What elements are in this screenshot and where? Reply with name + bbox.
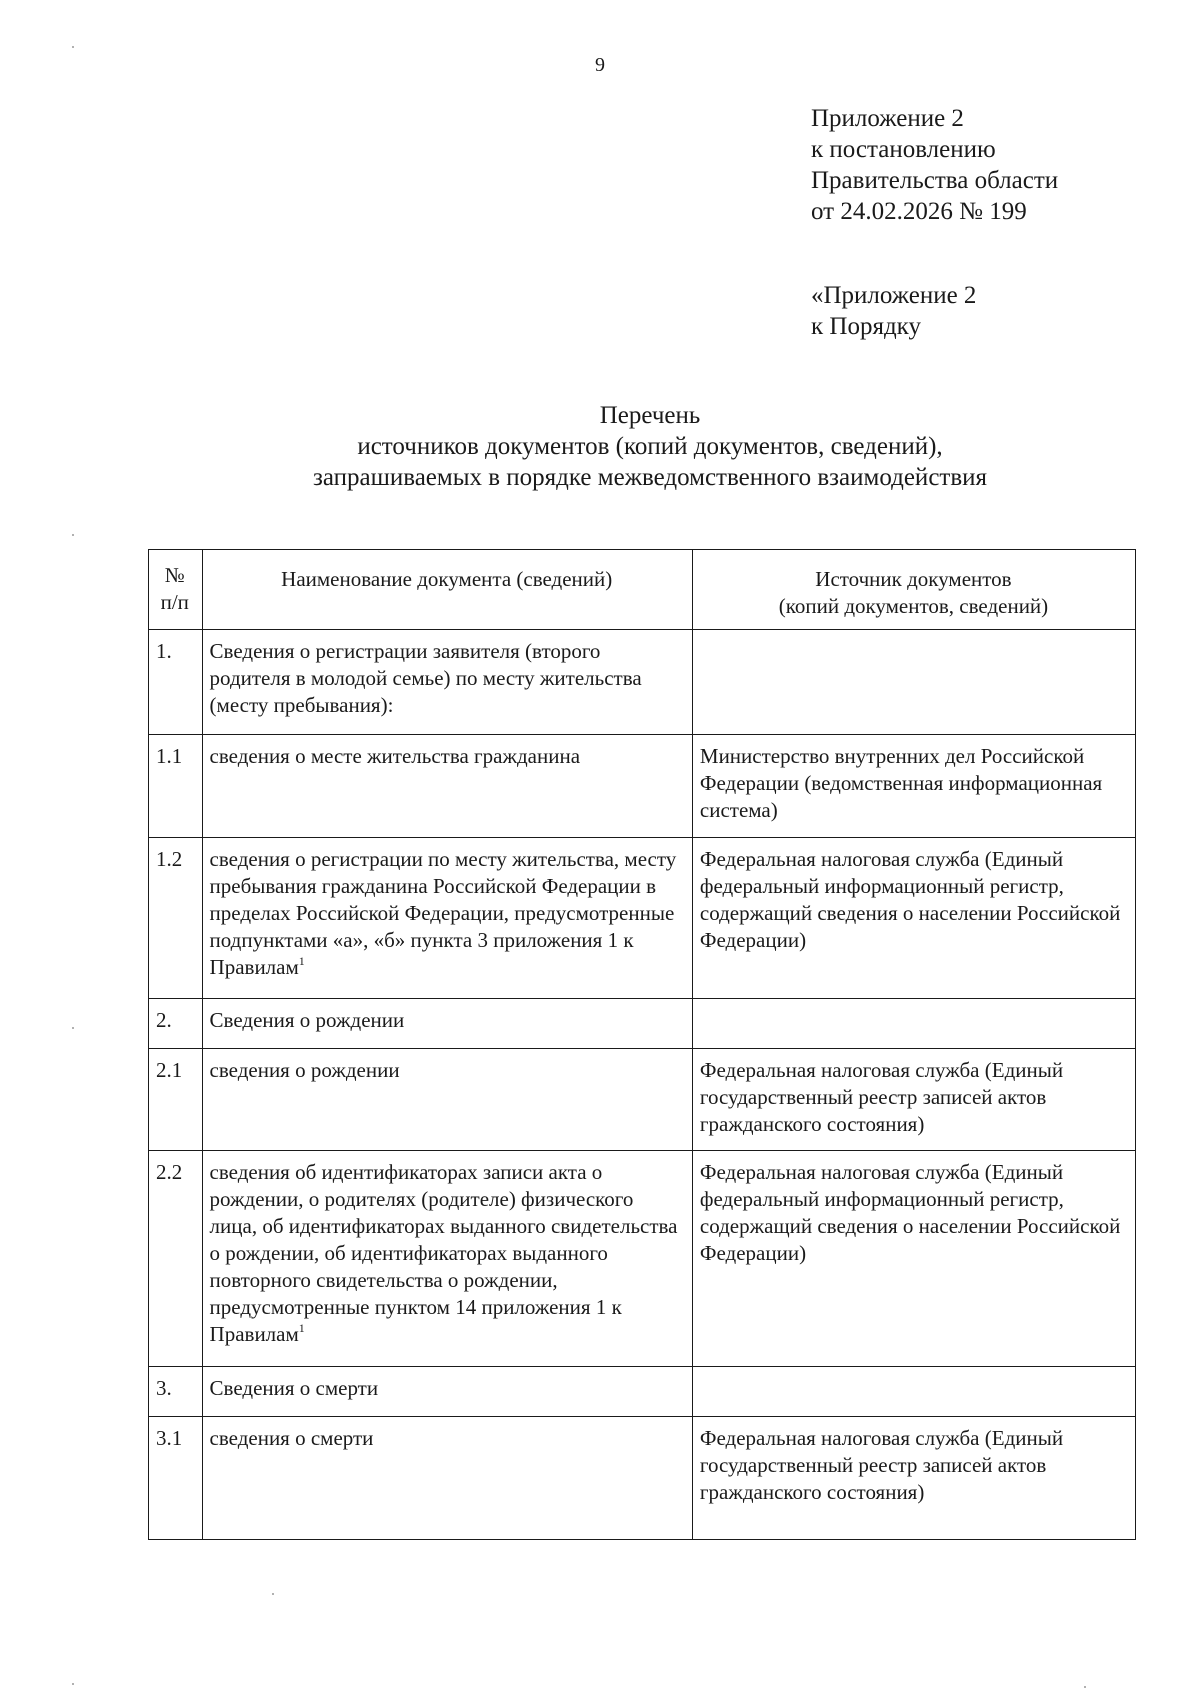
row-source [692, 630, 1135, 735]
table-row [149, 1417, 1136, 1540]
table-row [149, 735, 1136, 838]
appendix-order-line: к Порядку [811, 313, 921, 340]
header-source-line2: (копий документов, сведений) [778, 594, 1049, 618]
row-document-name: сведения о рождении [202, 1049, 692, 1151]
scan-speck [272, 1593, 274, 1595]
row-number: 1. [149, 630, 203, 735]
table-row [149, 1151, 1136, 1367]
row-document-name: сведения о смерти [202, 1417, 692, 1540]
page-number: 9 [595, 54, 605, 76]
scan-speck [72, 534, 74, 536]
row-source [692, 999, 1135, 1049]
row-document-name-text: сведения о регистрации по месту жительства, месту пребывания гражданина Российской Федерации в пределах Российской Федерации, предусмотренные подпунктами «а», «б» пункта 3 приложения 1 к Правилам [209, 847, 677, 979]
header-number-line2: п/п [160, 590, 189, 614]
header-number [149, 550, 203, 630]
table-row [149, 999, 1136, 1049]
row-number: 1.1 [149, 735, 203, 838]
row-document-name: Сведения о регистрации заявителя (второго родителя в молодой семье) по месту жительства (месту пребывания): [202, 630, 692, 735]
header-source [692, 550, 1135, 630]
appendix-order [811, 280, 976, 342]
row-document-name: сведения о месте жительства гражданина [202, 735, 692, 838]
row-source: Федеральная налоговая служба (Единый федеральный информационный регистр, содержащий сведения о населении Российской Федерации) [692, 838, 1135, 999]
table-header-row [149, 550, 1136, 630]
header-source-line1: Источник документов [815, 567, 1012, 591]
footnote-marker: 1 [298, 1321, 305, 1335]
sources-table [148, 549, 1136, 1540]
appendix-order-line: «Приложение 2 [811, 282, 977, 309]
title-line: Перечень [599, 402, 701, 429]
row-number: 2.2 [149, 1151, 203, 1367]
title-line: запрашиваемых в порядке межведомственного взаимодействия [312, 464, 988, 491]
row-source: Федеральная налоговая служба (Единый федеральный информационный регистр, содержащий сведения о населении Российской Федерации) [692, 1151, 1135, 1367]
row-document-name: Сведения о смерти [202, 1367, 692, 1417]
row-source [692, 1367, 1135, 1417]
scan-speck [72, 1027, 74, 1029]
row-source: Министерство внутренних дел Российской Федерации (ведомственная информационная система) [692, 735, 1135, 838]
row-document-name [202, 838, 692, 999]
row-source: Федеральная налоговая служба (Единый государственный реестр записей актов гражданского состояния) [692, 1417, 1135, 1540]
row-number: 2.1 [149, 1049, 203, 1151]
table-row [149, 1367, 1136, 1417]
table-row [149, 630, 1136, 735]
appendix-line: Приложение 2 [811, 105, 964, 132]
row-number: 2. [149, 999, 203, 1049]
scan-speck [72, 1683, 74, 1685]
table-row [149, 838, 1136, 999]
row-document-name [202, 1151, 692, 1367]
title-line: источников документов (копий документов, сведений), [357, 433, 943, 460]
row-source: Федеральная налоговая служба (Единый государственный реестр записей актов гражданского состояния) [692, 1049, 1135, 1151]
appendix-line: к постановлению [811, 136, 996, 163]
scan-speck [72, 46, 74, 48]
document-title [0, 400, 1200, 493]
scan-speck [1084, 1686, 1086, 1688]
appendix-line: Правительства области [811, 167, 1059, 194]
footnote-marker: 1 [298, 954, 305, 968]
row-number: 1.2 [149, 838, 203, 999]
header-document-name [202, 550, 692, 630]
appendix-line: от 24.02.2026 № 199 [811, 198, 1027, 225]
row-number: 3. [149, 1367, 203, 1417]
row-document-name: Сведения о рождении [202, 999, 692, 1049]
row-number: 3.1 [149, 1417, 203, 1540]
header-document-name-text: Наименование документа (сведений) [281, 567, 613, 591]
header-number-line1: № [164, 563, 185, 587]
appendix-header [811, 103, 1058, 227]
table-row [149, 1049, 1136, 1151]
row-document-name-text: сведения об идентификаторах записи акта о рождении, о родителях (родителе) физического лица, об идентификаторах выданного свидетельства о рождении, об идентификаторах выданного повторного свидетельства о рождении, предусмотренные пунктом 14 приложения 1 к Правилам [209, 1160, 678, 1346]
